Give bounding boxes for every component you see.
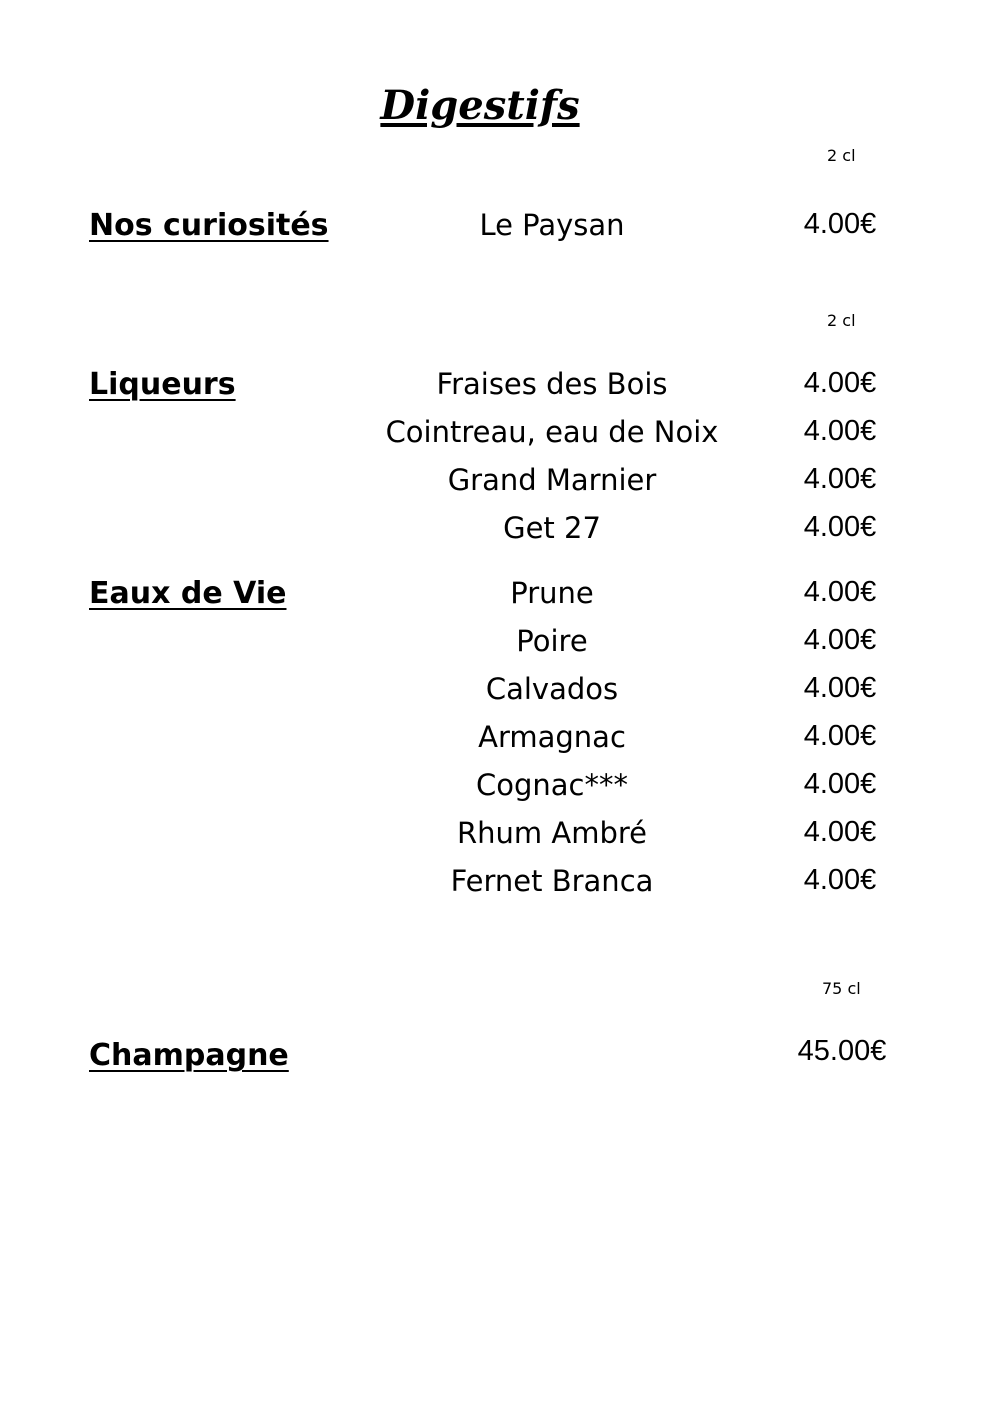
menu-item-price: 4.00€ <box>803 576 877 608</box>
menu-item-name: Calvados <box>485 672 619 706</box>
menu-item-price: 4.00€ <box>803 415 877 447</box>
menu-item-price: 4.00€ <box>803 816 877 848</box>
menu-item-name: Fernet Branca <box>450 864 654 898</box>
menu-item-price: 4.00€ <box>803 367 877 399</box>
unit-label-curiosites: 2 cl <box>827 146 856 165</box>
menu-item-name: Fraises des Bois <box>436 367 668 401</box>
unit-label-champagne: 75 cl <box>822 979 861 998</box>
menu-item-price: 4.00€ <box>803 768 877 800</box>
page-title: Digestifs <box>380 82 580 129</box>
unit-label-liqueurs: 2 cl <box>827 311 856 330</box>
menu-item-price: 4.00€ <box>803 208 877 240</box>
section-heading-champagne: Champagne <box>89 1038 289 1073</box>
champagne-price: 45.00€ <box>797 1035 887 1067</box>
menu-item-name: Le Paysan <box>479 208 625 242</box>
menu-item-name: Prune <box>510 576 594 610</box>
menu-item-name: Grand Marnier <box>447 463 657 497</box>
menu-item-price: 4.00€ <box>803 864 877 896</box>
menu-item-price: 4.00€ <box>803 511 877 543</box>
menu-item-name: Poire <box>516 624 588 658</box>
menu-item-price: 4.00€ <box>803 720 877 752</box>
section-heading-liqueurs: Liqueurs <box>89 367 236 402</box>
menu-item-price: 4.00€ <box>803 463 877 495</box>
section-heading-curiosites: Nos curiosités <box>89 208 329 243</box>
menu-item-price: 4.00€ <box>803 624 877 656</box>
menu-item-name: Cognac*** <box>476 768 628 802</box>
menu-item-price: 4.00€ <box>803 672 877 704</box>
menu-item-name: Rhum Ambré <box>456 816 647 850</box>
section-heading-eaux-de-vie: Eaux de Vie <box>89 576 287 611</box>
menu-item-name: Cointreau, eau de Noix <box>385 415 719 449</box>
menu-item-name: Get 27 <box>503 511 601 545</box>
menu-item-name: Armagnac <box>478 720 626 754</box>
